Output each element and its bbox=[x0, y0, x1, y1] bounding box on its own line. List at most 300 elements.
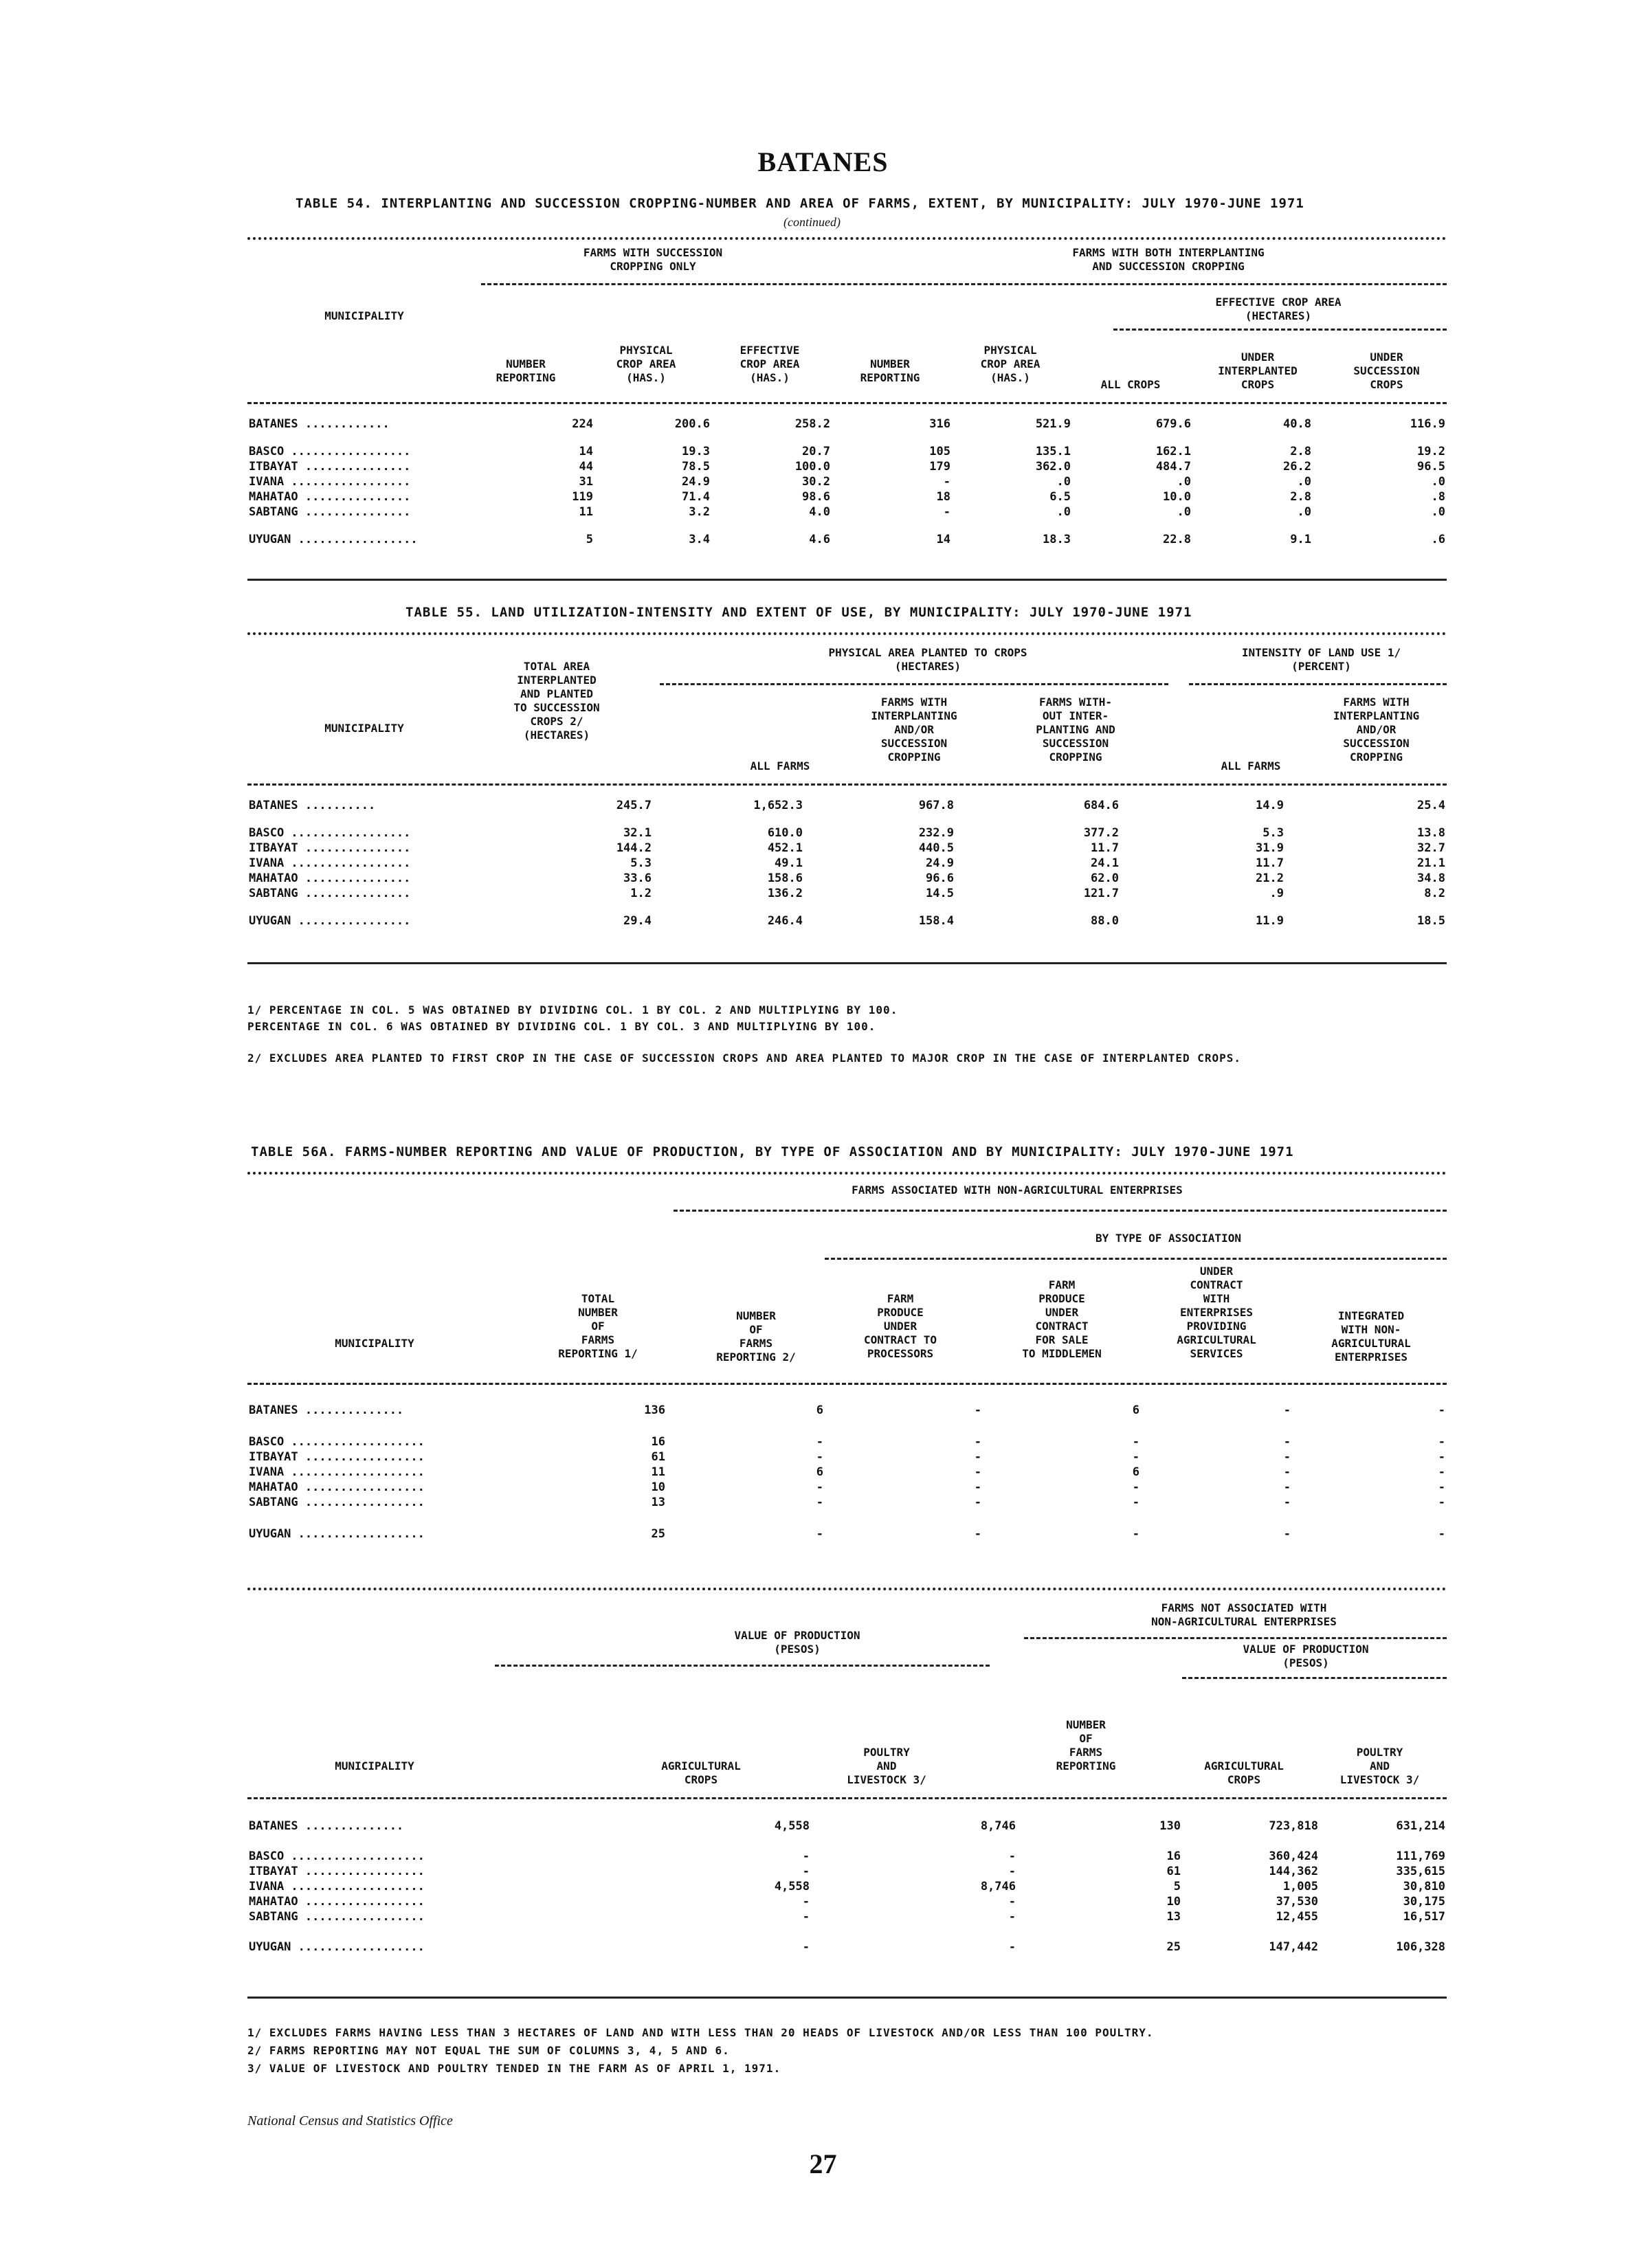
table56b-rule-value2 bbox=[1182, 1677, 1447, 1679]
cell: 4.0 bbox=[809, 505, 830, 519]
cell: 224 bbox=[572, 417, 593, 431]
cell: 2.8 bbox=[1290, 490, 1311, 504]
cell: 147,442 bbox=[1269, 1940, 1318, 1954]
cell: - bbox=[1008, 1940, 1016, 1954]
cell: 8.2 bbox=[1424, 887, 1445, 900]
row-name: IVANA ................... bbox=[249, 1465, 425, 1479]
cell: 98.6 bbox=[802, 490, 830, 504]
cell: 14.5 bbox=[926, 887, 954, 900]
cell: 32.7 bbox=[1417, 841, 1445, 855]
cell: - bbox=[1283, 1496, 1291, 1509]
cell: - bbox=[1438, 1480, 1445, 1494]
table56a-col-municipality: MUNICIPALITY bbox=[335, 1337, 414, 1350]
table56a-caption: TABLE 56A. FARMS-NUMBER REPORTING AND VALUE OF PRODUCTION, BY TYPE OF ASSOCIATION AND BY MUNICIPALITY: JULY 1970-JUNE 1971 bbox=[251, 1144, 1294, 1159]
table-row bbox=[247, 913, 1447, 928]
row-name: MAHATAO ............... bbox=[249, 490, 411, 504]
cell: 11 bbox=[579, 505, 593, 519]
cell: .8 bbox=[1431, 490, 1445, 504]
cell: 135.1 bbox=[1035, 445, 1071, 458]
table56b-col-3: NUMBER OF FARMS REPORTING bbox=[1056, 1718, 1116, 1772]
cell: 723,818 bbox=[1269, 1819, 1318, 1833]
cell: - bbox=[1283, 1480, 1291, 1494]
cell: 610.0 bbox=[767, 826, 803, 840]
row-name: MAHATAO ................. bbox=[249, 1480, 425, 1494]
cell: 18.3 bbox=[1043, 533, 1071, 546]
cell: 11.7 bbox=[1256, 856, 1284, 870]
table-row bbox=[247, 1434, 1447, 1449]
cell: - bbox=[1283, 1435, 1291, 1449]
cell: 136 bbox=[644, 1403, 665, 1417]
cell: - bbox=[1438, 1435, 1445, 1449]
cell: 521.9 bbox=[1035, 417, 1071, 431]
cell: 245.7 bbox=[616, 799, 652, 812]
table56b-rule-header bbox=[247, 1797, 1447, 1799]
table56a-col-6: INTEGRATED WITH NON- AGRICULTURAL ENTERPRISES bbox=[1331, 1309, 1411, 1364]
cell: .6 bbox=[1431, 533, 1445, 546]
table56a-col-5: UNDER CONTRACT WITH ENTERPRISES PROVIDING AGRICULTURAL SERVICES bbox=[1177, 1265, 1256, 1360]
cell: 8,746 bbox=[980, 1819, 1016, 1833]
cell: 24.9 bbox=[926, 856, 954, 870]
table55-note-1b: PERCENTAGE IN COL. 6 WAS OBTAINED BY DIVIDING COL. 1 BY COL. 3 AND MULTIPLYING BY 100. bbox=[247, 1020, 876, 1033]
table56b-rule-top bbox=[247, 1588, 1447, 1590]
table56-note-2: 2/ FARMS REPORTING MAY NOT EQUAL THE SUM OF COLUMNS 3, 4, 5 AND 6. bbox=[247, 2044, 730, 2057]
cell: .0 bbox=[1177, 505, 1191, 519]
cell: 34.8 bbox=[1417, 871, 1445, 885]
cell: - bbox=[1008, 1910, 1016, 1924]
row-name: BASCO ................... bbox=[249, 1435, 425, 1449]
cell: 33.6 bbox=[623, 871, 652, 885]
table-row bbox=[247, 531, 1447, 546]
table-row bbox=[247, 489, 1447, 504]
table-row bbox=[247, 885, 1447, 900]
cell: .0 bbox=[1177, 475, 1191, 489]
table-row-total bbox=[247, 797, 1447, 812]
cell: 316 bbox=[929, 417, 950, 431]
table55-rule-physical bbox=[660, 683, 1168, 685]
row-name: IVANA ................. bbox=[249, 856, 411, 870]
cell: - bbox=[816, 1450, 823, 1464]
cell: .0 bbox=[1056, 475, 1071, 489]
table-row bbox=[247, 825, 1447, 840]
row-name: BASCO ................. bbox=[249, 445, 411, 458]
cell: .0 bbox=[1056, 505, 1071, 519]
row-name: SABTANG ................. bbox=[249, 1496, 425, 1509]
cell: - bbox=[1008, 1865, 1016, 1878]
cell: 11.9 bbox=[1256, 914, 1284, 928]
table56a-group-type: BY TYPE OF ASSOCIATION bbox=[1096, 1232, 1241, 1245]
table56a-body bbox=[247, 1402, 1447, 1541]
cell: 105 bbox=[929, 445, 950, 458]
cell: 11 bbox=[651, 1465, 665, 1479]
table55-rule-top bbox=[247, 632, 1447, 635]
table55-col-2: ALL FARMS bbox=[750, 759, 810, 772]
cell: 1.2 bbox=[630, 887, 652, 900]
table54-rule-header bbox=[247, 402, 1447, 404]
cell: 13 bbox=[651, 1496, 665, 1509]
cell: 130 bbox=[1159, 1819, 1181, 1833]
table54-col-5: PHYSICAL CROP AREA (HAS.) bbox=[980, 344, 1041, 384]
cell: - bbox=[816, 1527, 823, 1541]
cell: 49.1 bbox=[775, 856, 803, 870]
row-name: IVANA ................... bbox=[249, 1880, 425, 1893]
table54-col-4: NUMBER REPORTING bbox=[860, 357, 920, 384]
table56b-group-not-associated: FARMS NOT ASSOCIATED WITH NON-AGRICULTURAL ENTERPRISES bbox=[1151, 1601, 1337, 1628]
table55-col-total: TOTAL AREA INTERPLANTED AND PLANTED TO SUCCESSION CROPS 2/ (HECTARES) bbox=[513, 660, 600, 742]
table55-col-municipality: MUNICIPALITY bbox=[324, 722, 404, 735]
table-row bbox=[247, 474, 1447, 489]
row-name: IVANA ................. bbox=[249, 475, 411, 489]
table-row-total bbox=[247, 416, 1447, 431]
cell: 3.2 bbox=[689, 505, 710, 519]
cell: - bbox=[1283, 1527, 1291, 1541]
cell: 16 bbox=[651, 1435, 665, 1449]
cell: 40.8 bbox=[1283, 417, 1311, 431]
table-row bbox=[247, 855, 1447, 870]
cell: 162.1 bbox=[1155, 445, 1191, 458]
cell: 158.4 bbox=[918, 914, 954, 928]
cell: 360,424 bbox=[1269, 1849, 1318, 1863]
cell: - bbox=[1132, 1527, 1139, 1541]
cell: .0 bbox=[1431, 475, 1445, 489]
table56a-col-3: FARM PRODUCE UNDER CONTRACT TO PROCESSORS bbox=[864, 1292, 937, 1360]
row-name: BATANES ............ bbox=[249, 417, 390, 431]
table56b-col-2: POULTRY AND LIVESTOCK 3/ bbox=[847, 1746, 926, 1786]
cell: 31.9 bbox=[1256, 841, 1284, 855]
cell: - bbox=[974, 1527, 981, 1541]
cell: 1,652.3 bbox=[753, 799, 803, 812]
table-row bbox=[247, 1479, 1447, 1494]
table54-col-8: UNDER SUCCESSION CROPS bbox=[1353, 351, 1420, 391]
row-name: UYUGAN ................. bbox=[249, 533, 418, 546]
cell: 121.7 bbox=[1083, 887, 1119, 900]
cell: 10 bbox=[1166, 1895, 1181, 1909]
cell: - bbox=[802, 1895, 810, 1909]
cell: 21.2 bbox=[1256, 871, 1284, 885]
cell: 440.5 bbox=[918, 841, 954, 855]
row-name: SABTANG ............... bbox=[249, 887, 411, 900]
cell: - bbox=[943, 475, 950, 489]
cell: 31 bbox=[579, 475, 593, 489]
table-row bbox=[247, 1494, 1447, 1509]
cell: 21.1 bbox=[1417, 856, 1445, 870]
row-name: MAHATAO ................. bbox=[249, 1895, 425, 1909]
cell: 6 bbox=[816, 1403, 823, 1417]
cell: - bbox=[802, 1865, 810, 1878]
cell: 19.3 bbox=[682, 445, 710, 458]
cell: 29.4 bbox=[623, 914, 652, 928]
table56b-col-4: AGRICULTURAL CROPS bbox=[1204, 1759, 1284, 1786]
table-row bbox=[247, 1526, 1447, 1541]
cell: 10.0 bbox=[1163, 490, 1191, 504]
page-number: 27 bbox=[809, 2148, 837, 2179]
cell: - bbox=[1438, 1527, 1445, 1541]
table54-col-2: PHYSICAL CROP AREA (HAS.) bbox=[616, 344, 676, 384]
cell: 5 bbox=[586, 533, 593, 546]
cell: - bbox=[1132, 1496, 1139, 1509]
cell: 335,615 bbox=[1396, 1865, 1445, 1878]
cell: 6 bbox=[816, 1465, 823, 1479]
cell: 61 bbox=[651, 1450, 665, 1464]
table56b-group-value2: VALUE OF PRODUCTION (PESOS) bbox=[1243, 1643, 1369, 1669]
table54-col-1: NUMBER REPORTING bbox=[496, 357, 556, 384]
cell: 684.6 bbox=[1083, 799, 1119, 812]
cell: 78.5 bbox=[682, 460, 710, 474]
table55-rule-intensity bbox=[1189, 683, 1447, 685]
cell: .0 bbox=[1297, 475, 1311, 489]
page-title: BATANES bbox=[757, 146, 889, 177]
row-name: BATANES .............. bbox=[249, 1819, 404, 1833]
cell: .0 bbox=[1297, 505, 1311, 519]
table56b-group-value: VALUE OF PRODUCTION (PESOS) bbox=[734, 1629, 860, 1656]
cell: 26.2 bbox=[1283, 460, 1311, 474]
table55-col-3: FARMS WITH INTERPLANTING AND/OR SUCCESSION CROPPING bbox=[871, 696, 957, 764]
cell: 88.0 bbox=[1091, 914, 1119, 928]
cell: 16,517 bbox=[1403, 1910, 1445, 1924]
cell: 111,769 bbox=[1396, 1849, 1445, 1863]
cell: - bbox=[1438, 1465, 1445, 1479]
row-name: MAHATAO ............... bbox=[249, 871, 411, 885]
row-name: ITBAYAT ............... bbox=[249, 841, 411, 855]
cell: 2.8 bbox=[1290, 445, 1311, 458]
table56b-rule-bottom bbox=[247, 1997, 1447, 1999]
cell: 62.0 bbox=[1091, 871, 1119, 885]
cell: 44 bbox=[579, 460, 593, 474]
cell: 246.4 bbox=[767, 914, 803, 928]
table54-group-succession: FARMS WITH SUCCESSION CROPPING ONLY bbox=[583, 246, 723, 273]
table54-rule-bottom bbox=[247, 579, 1447, 581]
cell: - bbox=[1438, 1403, 1445, 1417]
cell: - bbox=[1283, 1403, 1291, 1417]
cell: 24.1 bbox=[1091, 856, 1119, 870]
row-name: ITBAYAT ............... bbox=[249, 460, 411, 474]
cell: - bbox=[1008, 1849, 1016, 1863]
cell: 25 bbox=[1166, 1940, 1181, 1954]
cell: - bbox=[1438, 1496, 1445, 1509]
cell: 144.2 bbox=[616, 841, 652, 855]
cell: - bbox=[1283, 1465, 1291, 1479]
table-row bbox=[247, 1848, 1447, 1863]
cell: 16 bbox=[1166, 1849, 1181, 1863]
cell: - bbox=[1132, 1480, 1139, 1494]
cell: 22.8 bbox=[1163, 533, 1191, 546]
row-name: UYUGAN .................. bbox=[249, 1527, 425, 1541]
table56b-col-municipality: MUNICIPALITY bbox=[335, 1759, 414, 1772]
cell: 179 bbox=[929, 460, 950, 474]
cell: 20.7 bbox=[802, 445, 830, 458]
row-name: UYUGAN ................ bbox=[249, 914, 411, 928]
cell: 3.4 bbox=[689, 533, 710, 546]
cell: 144,362 bbox=[1269, 1865, 1318, 1878]
cell: 6 bbox=[1132, 1465, 1139, 1479]
table56b-rule-value bbox=[495, 1665, 990, 1667]
cell: - bbox=[1132, 1435, 1139, 1449]
cell: 37,530 bbox=[1276, 1895, 1318, 1909]
table55-rule-header bbox=[247, 783, 1447, 786]
cell: 12,455 bbox=[1276, 1910, 1318, 1924]
cell: 679.6 bbox=[1155, 417, 1191, 431]
table-row bbox=[247, 1939, 1447, 1954]
cell: 18.5 bbox=[1417, 914, 1445, 928]
cell: 8,746 bbox=[980, 1880, 1016, 1893]
cell: - bbox=[943, 505, 950, 519]
table-row bbox=[247, 1449, 1447, 1464]
cell: 967.8 bbox=[918, 799, 954, 812]
cell: 158.6 bbox=[767, 871, 803, 885]
table-row-total bbox=[247, 1402, 1447, 1417]
table56a-rule-top bbox=[247, 1172, 1447, 1175]
cell: 377.2 bbox=[1083, 826, 1119, 840]
table56b-body bbox=[247, 1818, 1447, 1954]
cell: 14 bbox=[936, 533, 950, 546]
cell: 232.9 bbox=[918, 826, 954, 840]
cell: - bbox=[1283, 1450, 1291, 1464]
table56b-col-5: POULTRY AND LIVESTOCK 3/ bbox=[1339, 1746, 1420, 1786]
cell: 30.2 bbox=[802, 475, 830, 489]
table56a-group-top: FARMS ASSOCIATED WITH NON-AGRICULTURAL ENTERPRISES bbox=[852, 1183, 1183, 1197]
cell: - bbox=[816, 1435, 823, 1449]
cell: 18 bbox=[936, 490, 950, 504]
cell: - bbox=[974, 1480, 981, 1494]
table-row bbox=[247, 1893, 1447, 1909]
row-name: ITBAYAT ................. bbox=[249, 1865, 425, 1878]
cell: 258.2 bbox=[794, 417, 830, 431]
table56b-rule-not-assoc bbox=[1024, 1637, 1447, 1639]
cell: 362.0 bbox=[1035, 460, 1071, 474]
table54-group-both: FARMS WITH BOTH INTERPLANTING AND SUCCESSION CROPPING bbox=[1072, 246, 1265, 273]
table56a-col-1: TOTAL NUMBER OF FARMS REPORTING 1/ bbox=[558, 1292, 638, 1360]
table54-body bbox=[247, 416, 1447, 546]
cell: 11.7 bbox=[1091, 841, 1119, 855]
cell: .9 bbox=[1269, 887, 1284, 900]
table55-note-2: 2/ EXCLUDES AREA PLANTED TO FIRST CROP IN THE CASE OF SUCCESSION CROPS AND AREA PLANTED TO MAJOR CROP IN THE CASE OF INTERPLANTED CROPS. bbox=[247, 1052, 1242, 1065]
cell: 4.6 bbox=[809, 533, 830, 546]
cell: 96.5 bbox=[1417, 460, 1445, 474]
table56a-col-2: NUMBER OF FARMS REPORTING 2/ bbox=[716, 1309, 796, 1364]
cell: 106,328 bbox=[1396, 1940, 1445, 1954]
cell: 32.1 bbox=[623, 826, 652, 840]
cell: 25.4 bbox=[1417, 799, 1445, 812]
table54-rule-top bbox=[247, 237, 1447, 240]
table56b-col-1: AGRICULTURAL CROPS bbox=[661, 1759, 741, 1786]
row-name: BATANES .............. bbox=[249, 1403, 404, 1417]
row-name: BASCO ................... bbox=[249, 1849, 425, 1863]
table56a-rule-header bbox=[247, 1383, 1447, 1385]
cell: - bbox=[974, 1450, 981, 1464]
table55-group-intensity: INTENSITY OF LAND USE 1/ (PERCENT) bbox=[1241, 646, 1401, 673]
cell: 136.2 bbox=[767, 887, 803, 900]
cell: 5 bbox=[1173, 1880, 1181, 1893]
table-row-total bbox=[247, 1818, 1447, 1833]
cell: 61 bbox=[1166, 1865, 1181, 1878]
cell: 19.2 bbox=[1417, 445, 1445, 458]
table54-col-6: ALL CROPS bbox=[1100, 378, 1161, 391]
table54-rule-effective bbox=[1113, 329, 1447, 331]
table-row bbox=[247, 1909, 1447, 1924]
table54-col-7: UNDER INTERPLANTED CROPS bbox=[1218, 351, 1298, 391]
cell: - bbox=[974, 1435, 981, 1449]
cell: 13.8 bbox=[1417, 826, 1445, 840]
cell: - bbox=[974, 1465, 981, 1479]
row-name: SABTANG ............... bbox=[249, 505, 411, 519]
cell: - bbox=[1008, 1895, 1016, 1909]
cell: 4,558 bbox=[774, 1880, 810, 1893]
table-row bbox=[247, 870, 1447, 885]
table55-col-4: FARMS WITH- OUT INTER- PLANTING AND SUCCESSION CROPPING bbox=[1036, 696, 1115, 764]
table-row bbox=[247, 840, 1447, 855]
table55-note-1: 1/ PERCENTAGE IN COL. 5 WAS OBTAINED BY DIVIDING COL. 1 BY COL. 2 AND MULTIPLYING BY 100. bbox=[247, 1003, 898, 1016]
cell: 5.3 bbox=[1263, 826, 1284, 840]
table56a-rule-group bbox=[674, 1210, 1447, 1212]
table-row bbox=[247, 1464, 1447, 1479]
table56a-rule-type bbox=[825, 1258, 1447, 1260]
cell: - bbox=[802, 1910, 810, 1924]
cell: - bbox=[1132, 1450, 1139, 1464]
table56a-col-4: FARM PRODUCE UNDER CONTRACT FOR SALE TO MIDDLEMEN bbox=[1022, 1278, 1102, 1360]
cell: 5.3 bbox=[630, 856, 652, 870]
table55-col-5: ALL FARMS bbox=[1221, 759, 1281, 772]
table55-caption: TABLE 55. LAND UTILIZATION-INTENSITY AND EXTENT OF USE, BY MUNICIPALITY: JULY 1970-JUNE 1971 bbox=[405, 605, 1192, 620]
row-name: SABTANG ................. bbox=[249, 1910, 425, 1924]
cell: 14 bbox=[579, 445, 593, 458]
row-name: BASCO ................. bbox=[249, 826, 411, 840]
table-row bbox=[247, 458, 1447, 474]
cell: 24.9 bbox=[682, 475, 710, 489]
table55-col-6: FARMS WITH INTERPLANTING AND/OR SUCCESSION CROPPING bbox=[1333, 696, 1420, 764]
cell: 30,175 bbox=[1403, 1895, 1445, 1909]
cell: 14.9 bbox=[1256, 799, 1284, 812]
table-row bbox=[247, 504, 1447, 519]
row-name: UYUGAN .................. bbox=[249, 1940, 425, 1954]
cell: 4,558 bbox=[774, 1819, 810, 1833]
cell: 96.6 bbox=[926, 871, 954, 885]
table55-body bbox=[247, 797, 1447, 928]
footer-agency: National Census and Statistics Office bbox=[247, 2113, 453, 2128]
cell: - bbox=[816, 1480, 823, 1494]
table54-col-municipality: MUNICIPALITY bbox=[324, 309, 404, 322]
cell: 13 bbox=[1166, 1910, 1181, 1924]
cell: 9.1 bbox=[1290, 533, 1311, 546]
cell: 200.6 bbox=[674, 417, 710, 431]
table56-note-3: 3/ VALUE OF LIVESTOCK AND POULTRY TENDED IN THE FARM AS OF APRIL 1, 1971. bbox=[247, 2062, 781, 2075]
table55-rule-bottom bbox=[247, 962, 1447, 964]
table54-continued: (continued) bbox=[783, 215, 841, 229]
table56-note-1: 1/ EXCLUDES FARMS HAVING LESS THAN 3 HECTARES OF LAND AND WITH LESS THAN 20 HEADS OF LIVESTOCK AND/OR LESS THAN 100 POULTRY. bbox=[247, 2026, 1154, 2039]
table54-group-effective: EFFECTIVE CROP AREA (HECTARES) bbox=[1215, 296, 1342, 322]
cell: 452.1 bbox=[767, 841, 803, 855]
cell: 116.9 bbox=[1410, 417, 1445, 431]
cell: - bbox=[974, 1403, 981, 1417]
cell: - bbox=[1438, 1450, 1445, 1464]
table54-rule-group bbox=[481, 283, 1447, 285]
table-row bbox=[247, 443, 1447, 458]
cell: - bbox=[974, 1496, 981, 1509]
cell: - bbox=[802, 1940, 810, 1954]
cell: - bbox=[802, 1849, 810, 1863]
cell: 100.0 bbox=[794, 460, 830, 474]
cell: 30,810 bbox=[1403, 1880, 1445, 1893]
cell: 10 bbox=[651, 1480, 665, 1494]
cell: 6.5 bbox=[1049, 490, 1071, 504]
table55-group-physical: PHYSICAL AREA PLANTED TO CROPS (HECTARES) bbox=[828, 646, 1027, 673]
table-row bbox=[247, 1878, 1447, 1893]
cell: 484.7 bbox=[1155, 460, 1191, 474]
cell: 1,005 bbox=[1282, 1880, 1318, 1893]
table54-caption: TABLE 54. INTERPLANTING AND SUCCESSION CROPPING-NUMBER AND AREA OF FARMS, EXTENT, BY MUNICIPALITY: JULY 1970-JUNE 1971 bbox=[296, 196, 1304, 211]
cell: 631,214 bbox=[1396, 1819, 1445, 1833]
cell: - bbox=[816, 1496, 823, 1509]
cell: 25 bbox=[651, 1527, 665, 1541]
cell: 119 bbox=[572, 490, 593, 504]
